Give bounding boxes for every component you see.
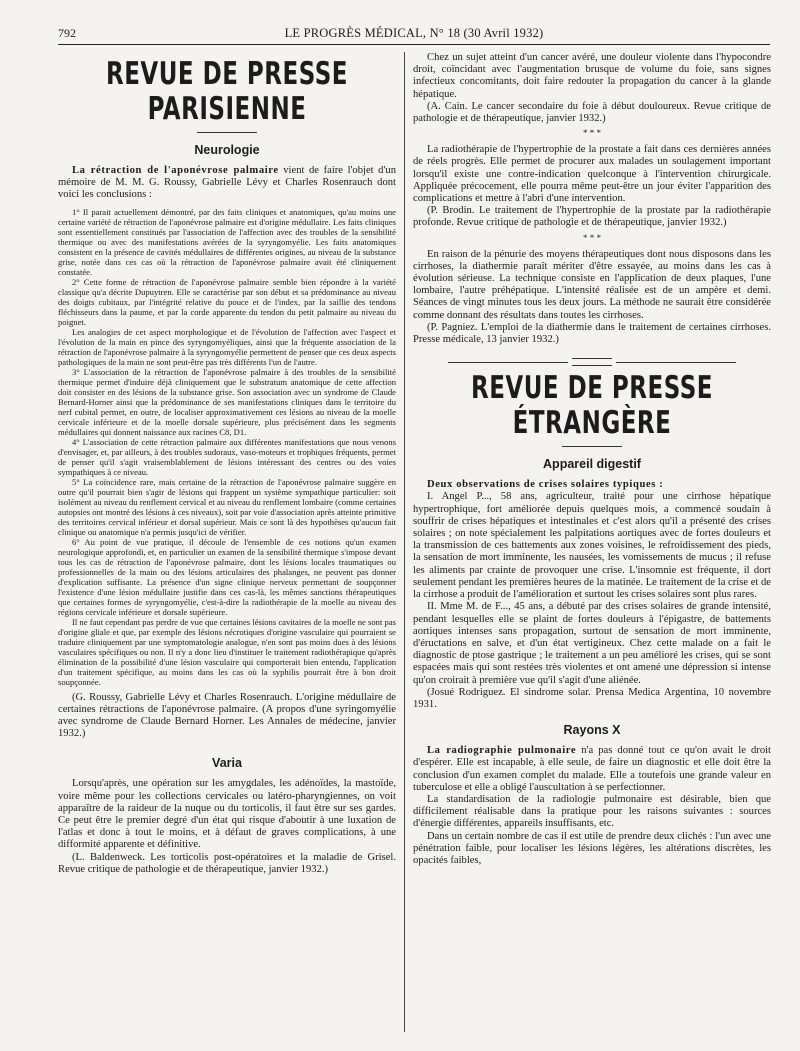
cancer-reference: (A. Cain. Le cancer secondaire du foie à début douloureux. Revue critique de pathologie et de thérapeutique, janvier 1932.) [413, 100, 771, 125]
page-number: 792 [58, 26, 76, 40]
neuro-point-1: 1° Il parait actuellement démontré, par des faits cliniques et anatomiques, qu'au moins une certaine variété de rétraction de l'aponévrose palmaire est d'origine médullaire. Les faits cliniques sont essentiellement constitués par l'association de l'affection avec des troubles de la sensibilité thermique ou avec des manifestations avérées de la syryngomyélie. Les faits anatomiques consistent en la présence de cavités médullaires de différentes origines, au niveau de la substance grise, notée dans ces cas où la rétraction de l'aponévrose palmaire avait été cliniquement constatée. [58, 206, 396, 277]
heading-neurologie: Neurologie [194, 143, 260, 157]
neuro-point-2b: Les analogies de cet aspect morphologique et de l'évolution de l'affection avec l'aspect et l'évolution de la main en pince des syryngomyéliques, ainsi que la fréquente association de la rétraction de l'aponévrose palmaire à la syryngomyélie permettent de penser que ces deux aspects pathologiques de la main ne sont peut-être pas très différents l'un de l'autre. [58, 326, 396, 367]
neuro-lead: La rétraction de l'aponévrose palmaire [72, 165, 279, 176]
rayons-p2: La standardisation de la radiologie pulmonaire est désirable, bien que difficilement réalisable dans la pratique pour les raisons suivantes : sources d'énergie différentes, appareils insuffisants, etc. [413, 793, 771, 830]
heading-appareil-digestif: Appareil digestif [543, 457, 641, 472]
section-title-paris: REVUE DE PRESSE PARISIENNE [105, 56, 348, 128]
left-column [58, 52, 396, 1042]
neuro-point-5: 5° La coïncidence rare, mais certaine de la rétraction de l'aponévrose palmaire suggère en outre qu'il pourrait bien s'agir de lésions qui frappent un système sympathique particulier: soit isolément au niveau du renflement cervical et au niveau du renflement lombaire (comme certaines autopsies ont montré des lésions à ces niveaux), soit par voie d'association après atteinte primitive des territoires cervical inférieur et dorsal supérieur. Mais ce sont là des hypothèses qu'aucun fait clinique ou anatomique n'a permis jusqu'ici de vérifier. [58, 476, 396, 537]
neuro-point-2: 2° Cette forme de rétraction de l'aponévrose palmaire semble bien répondre à la variété classique qu'a décrite Dupuytren. Elle se caractérise par son début et sa prédominance au niveau des doigts cubitaux, par l'intégrité relative du pouce et de l'index, par la saillie des tendons fléchisseurs dans la paume, et par la corde apparente du tendon du petit palmaire au niveau du poignet. [58, 276, 396, 327]
neuro-intro [58, 165, 396, 202]
title-rule-2 [562, 446, 622, 447]
title-rule [197, 132, 257, 133]
diathermie-reference: (P. Pagniez. L'emploi de la diathermie dans le traitement de certaines cirrhoses. Presse médicale, 13 janvier 1932.) [413, 321, 771, 346]
neuro-reference: (G. Roussy, Gabrielle Lévy et Charles Rosenrauch. L'origine médullaire de certaines rétractions de l'aponévrose palmaire. (A propos d'une syringomyélie avec syndrome de Claude Bernard Horner. Les Annales de médecine, janvier 1932.) [58, 691, 396, 740]
ornament-divider [413, 358, 771, 366]
separator-stars-1: * * * [583, 128, 601, 139]
digestif-lead: Deux observations de crises solaires typiques : [427, 479, 664, 491]
separator-stars-2: * * * [583, 232, 601, 243]
neuro-intro-text: vient de faire l'objet d'un mémoire de M. M. G. Roussy, Gabrielle Lévy et Charles Rosenrauch dont voici les conclusions : [58, 165, 396, 201]
prostate-reference: (P. Brodin. Le traitement de l'hypertrophie de la prostate par la radiothérapie profonde. Revue critique de pathologie et de thérapeutique, janvier 1932.) [413, 205, 771, 229]
cancer-text: Chez un sujet atteint d'un cancer avéré, une douleur violente dans l'hypocondre droit, coïncidant avec l'augmentation brusque de volume du foie, sans signes infectieux concomitants, doit faire redouter la propagation du cancer à la glande hépatique. [413, 52, 771, 100]
rayons-p3: Dans un certain nombre de cas il est utile de prendre deux clichés : l'un avec une pénétration faible, pour localiser les lésions légères, les altérations discrètes, les opacités faibles, [413, 830, 771, 866]
right-column [413, 52, 771, 1042]
digestif-case-2: II. Mme M. de F..., 45 ans, a débuté par des crises solaires de grande intensité, pendant lesquelles elle se plaint de fortes douleurs à l'épigastre, de battements aortiques intenses sans propagation, surtout de sensation de mort imminente, d'éructations en salve, et d'un état vertigineux. Chez cette malade on a fait le diagnostic de ptose gastrique ; le traitement a un peu amélioré les crises, qui se sont espacées mais qui sont restées très violentes et ont amené une dépression si intense qu'on croirait à première vue qu'il s'agit d'une aliénée. [413, 601, 771, 686]
header-rule [58, 44, 770, 45]
page-header [58, 26, 770, 44]
varia-reference: (L. Baldenweck. Les torticolis post-opératoires et la maladie de Grisel. Revue critique de pathologie et de thérapeutique, janvier 1932.) [58, 851, 396, 875]
section-title-etrangere: REVUE DE PRESSE ÉTRANGÈRE [470, 371, 713, 442]
neuro-point-3: 3° L'association de la rétraction de l'aponévrose palmaire à des troubles de la sensibilité thermique permet d'induire déjà cliniquement que le substratum anatomique de cette affection doit consister en des lésions de la substance grise. Son association avec un syndrome de Claude Bernard-Horner ainsi que la prédominance de ses manifestations cliniques dans le territoire du nerf cubital permet, en outre, de localiser approximativement ces lésions au niveau de la moelle cervicale inférieure et de la moelle dorsale supérieure, plus précisément dans les segments médullaires qui donnent naissance aux racines C8, D1. [58, 366, 396, 437]
heading-varia: Varia [212, 756, 242, 771]
digestif-reference: (Josué Rodriguez. El sindrome solar. Prensa Medica Argentina, 10 novembre 1931. [413, 686, 771, 710]
varia-text: Lorsqu'après, une opération sur les amygdales, les adénoïdes, la mastoïde, voire même pour les collections cervicales ou latéro-pharyngiennes, on voit apparaître de la raideur de la nuque ou du torticolis, il faut être sur ses gardes. Ce peut être le premier degré d'un état qui risque d'aboutir à une luxation de l'atlas et donc à tout le moins, et à défaut de graves complications, à une difformité apparente et définitive. [58, 778, 396, 851]
journal-title: LE PROGRÈS MÉDICAL, N° 18 (30 Avril 1932) [284, 26, 544, 40]
neuro-conclusions [58, 207, 396, 687]
rayons-p1 [413, 745, 771, 794]
diathermie-text: En raison de la pénurie des moyens thérapeutiques dont nous disposons dans les cirrhoses, la diathermie paraît mériter d'être essayée, au moins dans les cas à évolution sérieuse. La technique consiste en l'application de deux plaques, l'une lombaire, l'autre préhépatique. L'intensité réalisée est de un ampère et demi. Séances de vingt minutes tous les deux jours. La méthode ne saurait être considérée comme donnant des résultats dans toutes les cirrhoses. [413, 248, 771, 321]
neuro-point-6: 6° Au point de vue pratique, il découle de l'ensemble de ces notions qu'un examen neurologique approfondi, et, en particulier un examen de la sensibilité thermique s'impose devant tous les cas de rétraction de l'aponévrose palmaire, dont les lésions locales traumatiques ou professionnelles de la main ou des lésions articulaires des phalanges, ne peuvent pas donner d'explication suffisante. La présence d'un signe clinique nerveux permettant de soupçonner l'existence d'une lésion médullaire justifie dans ces cas-là, les mêmes sanctions thérapeutiques que certaines formes de syryngomyélie, c'est-à-dire la radiothérapie de la moelle au niveau des régions cervicale inférieure et dorsale supérieure. [58, 536, 396, 617]
digestif-case-1: I. Angel P..., 58 ans, agriculteur, traité pour une cirrhose hépatique hypertrophique, fort améliorée depuis quelques mois, a commencé soudain à souffrir de crises hépatiques et intestinales et c'est alors qu'il a présenté des crises solaires ; on note spécialement les palpitations aortiques avec de fortes douleurs et la transmission de ces battements aux zones voisines, le refroidissement des pieds, la sensation de mort imminente, les nausées, les vomissements de mucus ; il refuse les aliments par crainte de provoquer une crise. L'insomnie est fréquente, il dort seulement pendant les premières heures de la matinée. Le traitement de la crise et de la cirrhose a produit de l'amélioration et surtout les crises solaires sont plus rares. [413, 491, 771, 601]
rayons-lead: La radiographie pulmonaire [427, 745, 577, 757]
prostate-text: La radiothérapie de l'hypertrophie de la prostate a fait dans ces dernières années de réels progrès. Elle permet de procurer aux malades un soulagement important lorsqu'il existe une contre-indication quelconque à l'intervention chirurgicale. Appliquée précocement, elle pourra même peut-être un jour éviter l'apparition des complications et mettre à l'abri d'une intervention. [413, 144, 771, 205]
column-divider [404, 52, 405, 1032]
heading-rayons-x: Rayons X [563, 723, 621, 738]
rayons-p1-text: n'a pas donné tout ce qu'on avait le droit d'espérer. Elle est incapable, à elle seule, de faire un diagnostic et elle doit être la conclusion d'un examen complet du malade. Elle a toutefois une grande valeur en tuberculose et elle a obligé l'auscultation à se perfectionner. [413, 745, 771, 793]
neuro-point-4: 4° L'association de cette rétraction palmaire aux différentes manifestations que nous venons d'envisager, et, par ailleurs, à des troubles sudoraux, vaso-moteurs et trophiques fréquents, permet de penser qu'il s'agit vraisemblablement de lésions intéressant des centres ou des voies sympathiques à ce niveau. [58, 436, 396, 477]
neuro-point-7: Il ne faut cependant pas perdre de vue que certaines lésions cavitaires de la moelle ne sont pas d'origine gliale et que, par exemple des lésions nécrotiques d'origine vasculaire qui pourraient se traduire cliniquement par une symptomatologie analogue, n'en sont pas moins dues à des lésions vasculaires spécifiques ou non. Il n'y a donc lieu d'instituer le traitement radiothérapique qu'après élimination de la possibilité d'une lésion vasculaire qui comporterait bien entendu, l'application d'un traitement spécifique, au moins dans les cas où la syphilis pourrait être à bon droit soupçonnée. [58, 616, 396, 687]
